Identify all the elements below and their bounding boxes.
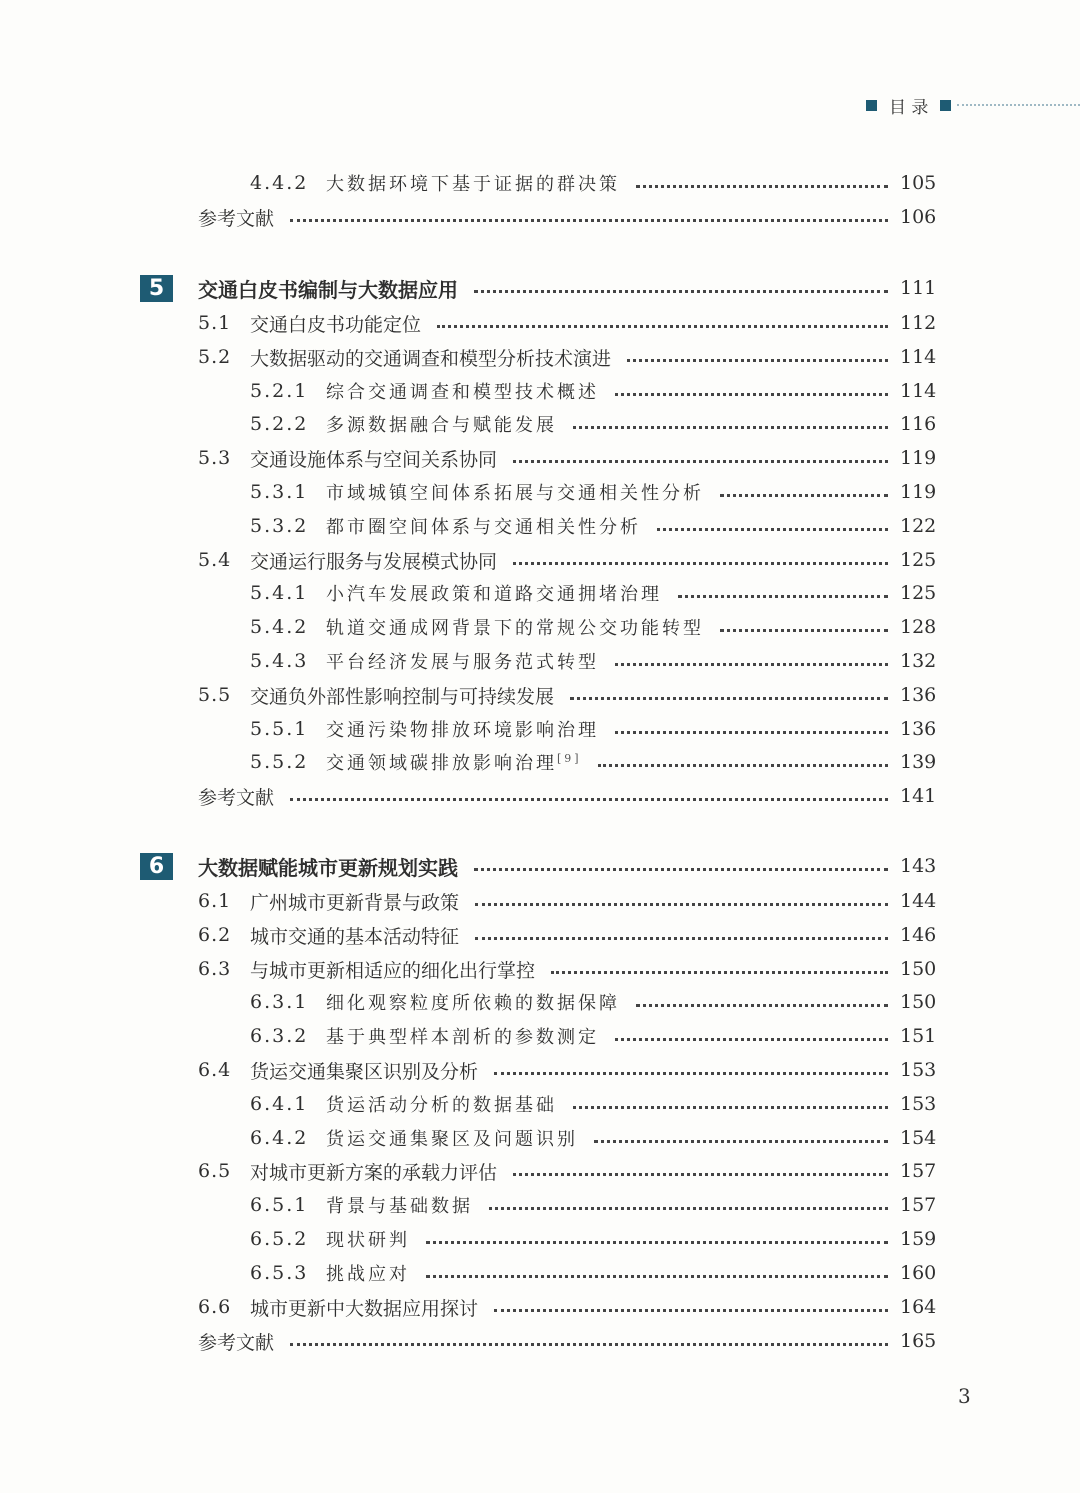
- chapter-heading-6[interactable]: [140, 851, 936, 881]
- chapter-title: 大数据赋能城市更新规划实践: [198, 855, 458, 880]
- entry-number: 6.6: [198, 1296, 232, 1318]
- toc-entry[interactable]: [198, 680, 936, 710]
- toc-entry[interactable]: [198, 1156, 936, 1186]
- running-header: [866, 92, 1080, 118]
- entry-page: 153: [900, 1093, 937, 1115]
- entry-title: 货运交通集聚区识别及分析: [250, 1060, 479, 1083]
- toc-entry[interactable]: [250, 646, 936, 676]
- toc-entry[interactable]: [198, 920, 936, 950]
- toc-entry[interactable]: [250, 714, 936, 744]
- dot-leader: [494, 1309, 888, 1312]
- entry-title: 市域城镇空间体系拓展与交通相关性分析: [326, 483, 704, 504]
- chapter-heading-5[interactable]: [140, 273, 936, 303]
- entry-title: 交通污染物排放环境影响治理: [326, 720, 599, 741]
- toc-entry[interactable]: [250, 1224, 936, 1254]
- dot-leader: [636, 185, 888, 188]
- page-number: 3: [958, 1384, 971, 1408]
- entry-page: 165: [900, 1330, 937, 1352]
- dot-leader: [475, 937, 888, 940]
- header-left-square-icon: [866, 100, 877, 111]
- toc-entry-references[interactable]: [198, 1326, 936, 1356]
- entry-page: 112: [900, 312, 937, 334]
- entry-page: 150: [900, 958, 937, 980]
- entry-page: 119: [900, 481, 937, 503]
- entry-number: 5.4.2: [250, 616, 309, 638]
- chapter-number-badge: 5: [140, 275, 173, 302]
- entry-number: 5.3.2: [250, 515, 309, 537]
- entry-title: 城市更新中大数据应用探讨: [250, 1297, 479, 1320]
- entry-page: 160: [900, 1262, 937, 1284]
- dot-leader: [615, 1038, 888, 1041]
- entry-page: 141: [900, 785, 937, 807]
- entry-title: 参考文献: [198, 1331, 275, 1354]
- toc-entry[interactable]: [198, 342, 936, 372]
- toc-entry-references[interactable]: [198, 202, 936, 232]
- dot-leader: [489, 1207, 888, 1210]
- entry-title: 挑战应对: [326, 1264, 410, 1285]
- toc-entry[interactable]: [198, 443, 936, 473]
- dot-leader: [615, 663, 888, 666]
- toc-entry[interactable]: [250, 747, 936, 777]
- header-dotted-rule: [957, 104, 1080, 106]
- dot-leader: [474, 868, 888, 871]
- chapter-page: 111: [900, 277, 937, 299]
- entry-title: 参考文献: [198, 207, 275, 230]
- dot-leader: [594, 1140, 888, 1143]
- entry-title: 交通领域碳排放影响治理[9]: [326, 752, 582, 774]
- entry-page: 125: [900, 582, 937, 604]
- entry-title: 轨道交通成网背景下的常规公交功能转型: [326, 618, 704, 639]
- entry-page: 157: [900, 1194, 937, 1216]
- dot-leader: [551, 971, 888, 974]
- toc-entry[interactable]: [250, 1021, 936, 1051]
- entry-page: 157: [900, 1160, 937, 1182]
- toc-entry-references[interactable]: [198, 781, 936, 811]
- dot-leader: [678, 595, 888, 598]
- entry-title: 背景与基础数据: [326, 1196, 473, 1217]
- entry-title: 大数据驱动的交通调查和模型分析技术演进: [250, 347, 612, 370]
- entry-title: 与城市更新相适应的细化出行掌控: [250, 959, 536, 982]
- toc-entry[interactable]: [250, 409, 936, 439]
- entry-title: 细化观察粒度所依赖的数据保障: [326, 993, 620, 1014]
- entry-number: 6.4: [198, 1059, 232, 1081]
- entry-title: 广州城市更新背景与政策: [250, 891, 460, 914]
- toc-entry[interactable]: [250, 1123, 936, 1153]
- dot-leader: [573, 426, 888, 429]
- toc-entry[interactable]: [250, 1258, 936, 1288]
- toc-entry[interactable]: [198, 886, 936, 916]
- entry-title: 对城市更新方案的承载力评估: [250, 1161, 498, 1184]
- dot-leader: [290, 219, 888, 222]
- entry-number: 6.5.2: [250, 1228, 309, 1250]
- entry-title: 交通负外部性影响控制与可持续发展: [250, 685, 555, 708]
- entry-page: 114: [900, 346, 937, 368]
- entry-number: 5.2.2: [250, 413, 309, 435]
- chapter-number-badge: 6: [140, 853, 173, 880]
- dot-leader: [570, 697, 888, 700]
- dot-leader: [573, 1106, 888, 1109]
- entry-page: 116: [900, 413, 937, 435]
- dot-leader: [426, 1241, 888, 1244]
- entry-title: 交通白皮书功能定位: [250, 313, 422, 336]
- toc-entry[interactable]: [250, 376, 936, 406]
- entry-page: 125: [900, 549, 937, 571]
- entry-title: 都市圈空间体系与交通相关性分析: [326, 517, 641, 538]
- entry-page: 114: [900, 380, 937, 402]
- dot-leader: [513, 460, 888, 463]
- entry-title: 参考文献: [198, 786, 275, 809]
- entry-number: 5.1: [198, 312, 232, 334]
- dot-leader: [657, 528, 888, 531]
- toc-entry[interactable]: [198, 1055, 936, 1085]
- entry-number: 6.3: [198, 958, 232, 980]
- entry-number: 6.5: [198, 1160, 232, 1182]
- dot-leader: [598, 764, 888, 767]
- entry-number: 5.4.1: [250, 582, 309, 604]
- entry-page: 144: [900, 890, 937, 912]
- entry-page: 151: [900, 1025, 937, 1047]
- toc-entry[interactable]: [198, 954, 936, 984]
- dot-leader: [426, 1275, 888, 1278]
- dot-leader: [615, 393, 888, 396]
- toc-entry[interactable]: [250, 612, 936, 642]
- dot-leader: [720, 494, 888, 497]
- entry-title: 城市交通的基本活动特征: [250, 925, 460, 948]
- entry-number: 6.4.2: [250, 1127, 309, 1149]
- toc-entry[interactable]: [198, 1292, 936, 1322]
- chapter-page: 143: [900, 855, 937, 877]
- entry-number: 6.5.1: [250, 1194, 309, 1216]
- dot-leader: [474, 290, 888, 293]
- entry-page: 146: [900, 924, 937, 946]
- entry-title: 货运活动分析的数据基础: [326, 1095, 557, 1116]
- entry-page: 128: [900, 616, 937, 638]
- entry-title: 大数据环境下基于证据的群决策: [326, 174, 620, 195]
- toc-entry[interactable]: [250, 578, 936, 608]
- toc-entry[interactable]: [250, 987, 936, 1017]
- entry-number: 5.5.1: [250, 718, 309, 740]
- entry-number: 5.3.1: [250, 481, 309, 503]
- toc-entry[interactable]: [198, 308, 936, 338]
- entry-title: 现状研判: [326, 1230, 410, 1251]
- entry-number: 5.4.3: [250, 650, 309, 672]
- citation-superscript: [9]: [557, 752, 582, 765]
- entry-number: 5.4: [198, 549, 232, 571]
- entry-number: 6.5.3: [250, 1262, 309, 1284]
- entry-number: 5.3: [198, 447, 232, 469]
- chapter-title: 交通白皮书编制与大数据应用: [198, 277, 458, 302]
- entry-page: 136: [900, 718, 937, 740]
- entry-page: 105: [900, 172, 937, 194]
- entry-page: 164: [900, 1296, 937, 1318]
- entry-number: 6.4.1: [250, 1093, 309, 1115]
- toc-entry[interactable]: [198, 545, 936, 575]
- dot-leader: [636, 1004, 888, 1007]
- entry-number: 6.3.2: [250, 1025, 309, 1047]
- entry-number: 6.2: [198, 924, 232, 946]
- entry-page: 119: [900, 447, 937, 469]
- entry-title: 综合交通调查和模型技术概述: [326, 382, 599, 403]
- entry-number: 5.2: [198, 346, 232, 368]
- dot-leader: [627, 359, 888, 362]
- dot-leader: [290, 798, 888, 801]
- entry-number: 5.5.2: [250, 751, 309, 773]
- entry-number: 5.5: [198, 684, 232, 706]
- entry-title: 货运交通集聚区及问题识别: [326, 1129, 578, 1150]
- toc-entry[interactable]: [250, 477, 936, 507]
- entry-number: 5.2.1: [250, 380, 309, 402]
- entry-title: 多源数据融合与赋能发展: [326, 415, 557, 436]
- header-title: 目 录: [889, 97, 929, 118]
- dot-leader: [290, 1343, 888, 1346]
- dot-leader: [513, 1173, 888, 1176]
- toc-entry[interactable]: [250, 168, 936, 198]
- entry-page: 153: [900, 1059, 937, 1081]
- dot-leader: [615, 731, 888, 734]
- entry-title: 平台经济发展与服务范式转型: [326, 652, 599, 673]
- entry-title: 交通运行服务与发展模式协同: [250, 550, 498, 573]
- dot-leader: [475, 903, 888, 906]
- entry-page: 159: [900, 1228, 937, 1250]
- toc-entry[interactable]: [250, 1190, 936, 1220]
- entry-number: 4.4.2: [250, 172, 309, 194]
- dot-leader: [513, 562, 888, 565]
- entry-page: 132: [900, 650, 937, 672]
- header-right-square-icon: [940, 100, 951, 111]
- toc-entry[interactable]: [250, 511, 936, 541]
- entry-page: 136: [900, 684, 937, 706]
- entry-page: 150: [900, 991, 937, 1013]
- entry-page: 122: [900, 515, 937, 537]
- entry-page: 139: [900, 751, 937, 773]
- dot-leader: [720, 629, 888, 632]
- dot-leader: [494, 1072, 888, 1075]
- entry-title: 小汽车发展政策和道路交通拥堵治理: [326, 584, 662, 605]
- dot-leader: [437, 325, 888, 328]
- entry-number: 6.3.1: [250, 991, 309, 1013]
- entry-page: 154: [900, 1127, 937, 1149]
- toc-entry[interactable]: [250, 1089, 936, 1119]
- entry-title: 基于典型样本剖析的参数测定: [326, 1027, 599, 1048]
- entry-page: 106: [900, 206, 937, 228]
- entry-title: 交通设施体系与空间关系协同: [250, 448, 498, 471]
- entry-number: 6.1: [198, 890, 232, 912]
